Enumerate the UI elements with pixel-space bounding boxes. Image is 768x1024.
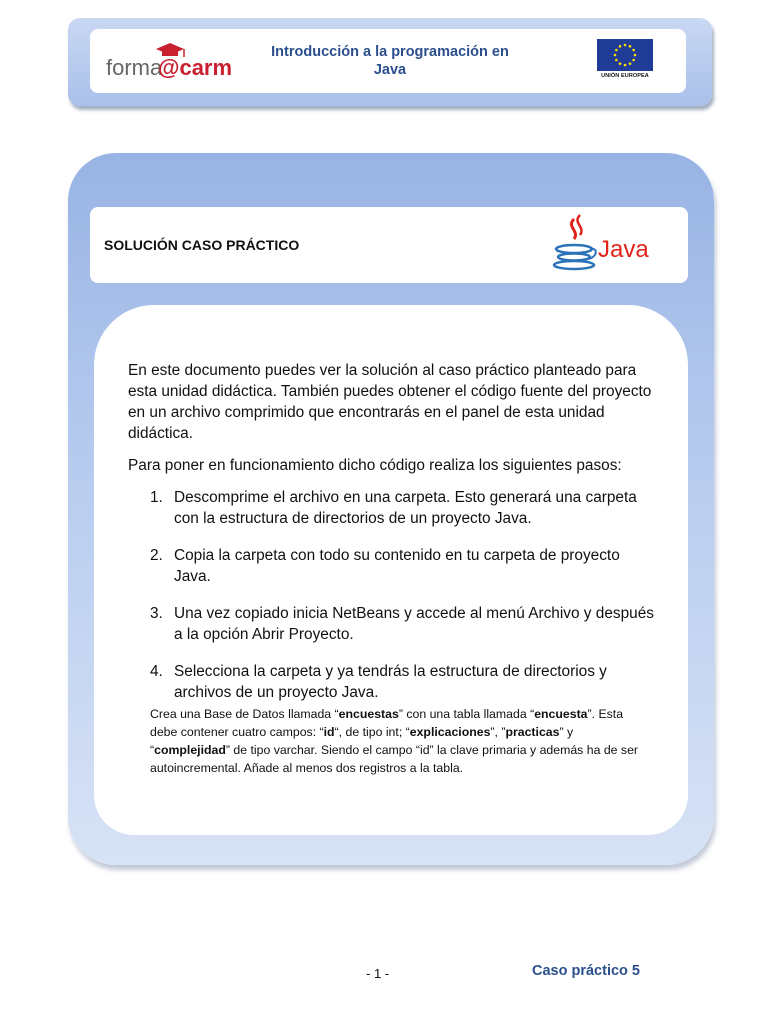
eu-star-icon [615,49,618,52]
eu-label: UNIÓN EUROPEA [601,73,649,79]
list-item [128,487,656,529]
steps-list [128,487,656,703]
eu-star-icon [614,54,617,57]
exercise-text: “, de tipo int; “ [334,725,410,739]
exercise-text: Crea una Base de Datos llamada “ [150,707,339,721]
exercise-text: ” con una tabla llamada “ [398,707,535,721]
exercise-statement [150,705,650,777]
eu-star-icon [619,45,622,48]
list-item [128,603,656,645]
logo-text-carm: @carm [158,55,233,80]
exercise-text: ” de tipo varchar. Siendo el campo “id” la clave primaria y además ha de ser autoincremental. Añade al menos dos registros a la tabla. [150,743,639,775]
header-banner [68,18,712,106]
eu-logo [595,39,655,79]
footer-section-title: Caso práctico 5 [532,963,640,979]
list-item [128,545,656,587]
step-text: Una vez copiado inicia NetBeans y accede al menú Archivo y después a la opción Abrir Proyecto. [174,605,654,643]
content-box [94,305,688,835]
exercise-text: ”. Esta debe contener cuatro campos: “ [150,707,624,739]
exercise-bold-text: id [323,725,335,739]
exercise-text: ”, ” [490,725,506,739]
course-title-line2: Java [373,62,407,78]
intro-section [128,360,656,719]
eu-star-icon [629,45,632,48]
eu-star-icon [634,54,637,57]
step-text: Descomprime el archivo en una carpeta. Esto generará una carpeta con la estructura de directorios de un proyecto Java. [174,489,637,527]
eu-star-icon [632,49,635,52]
course-title [250,43,530,79]
page-number: - 1 - [366,966,390,981]
eu-star-icon [624,44,627,47]
eu-star-icon [629,62,632,65]
steps-intro: Para poner en funcionamiento dicho código realiza los siguientes pasos: [128,457,622,474]
eu-star-icon [619,62,622,65]
logo-text-forma: forma [106,55,163,80]
exercise-bold-text: encuesta [534,707,588,721]
step-text: Selecciona la carpeta y ya tendrás la estructura de directorios y archivos de un proyecto Java. [174,663,607,701]
title-box [90,207,688,283]
step-text: Copia la carpeta con todo su contenido en tu carpeta de proyecto Java. [174,547,620,585]
eu-star-icon [615,59,618,62]
java-logo-text: Java [598,236,649,263]
step-number: 3. [150,605,163,622]
exercise-text: ” y “ [150,725,574,757]
main-panel [68,153,714,865]
page-title: SOLUCIÓN CASO PRÁCTICO [104,237,300,253]
header-inner [90,29,686,93]
intro-paragraph: En este documento puedes ver la solución al caso práctico planteado para esta unidad didáctica. También puedes obtener el código fuente del proyecto en un archivo comprimido que encontrarás en el panel de esta unidad didáctica. [128,362,652,442]
step-number: 2. [150,547,163,564]
step-number: 1. [150,489,163,506]
eu-flag-icon [597,39,653,71]
java-logo [552,213,662,282]
step-number: 4. [150,663,163,680]
java-cup-icon [554,215,596,269]
exercise-bold-text: explicaciones [409,725,491,739]
list-item [128,661,656,703]
eu-star-icon [632,59,635,62]
exercise-bold-text: encuestas [338,707,399,721]
course-title-line1: Introducción a la programación en [271,44,509,60]
eu-star-icon [624,64,627,67]
exercise-bold-text: complejidad [154,743,226,757]
formacarm-logo [104,39,244,88]
exercise-bold-text: practicas [505,725,560,739]
